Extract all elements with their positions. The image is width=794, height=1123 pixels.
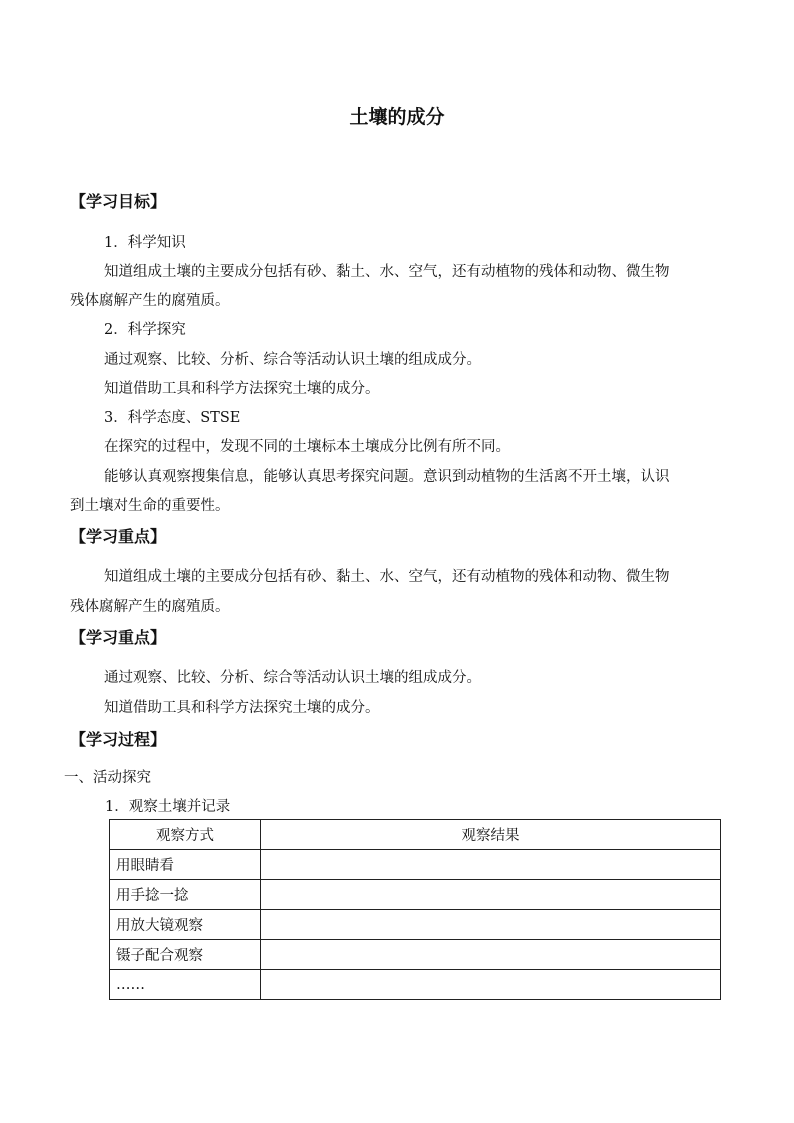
- result-cell[interactable]: [261, 970, 721, 1000]
- result-cell[interactable]: [261, 940, 721, 970]
- observation-table: [109, 819, 721, 1000]
- goal2-text-b: 知道借助工具和科学方法探究土壤的成分。: [104, 381, 380, 397]
- goals-heading: 【学习目标】: [70, 192, 167, 211]
- method-cell: 用放大镜观察: [110, 910, 261, 940]
- goal3-title: 3．科学态度、STSE: [104, 410, 241, 426]
- process-heading: 【学习过程】: [70, 730, 167, 749]
- goal1-text-cont: 残体腐解产生的腐殖质。: [70, 293, 230, 309]
- goal2-text-a: 通过观察、比较、分析、综合等活动认识土壤的组成成分。: [104, 352, 481, 368]
- key1-text-a: 知道组成土壤的主要成分包括有砂、黏土、水、空气，还有动植物的残体和动物、微生物: [104, 569, 670, 585]
- table-row: [110, 970, 721, 1000]
- table-row: [110, 850, 721, 880]
- header-result: 观察结果: [261, 820, 721, 850]
- header-method: 观察方式: [110, 820, 261, 850]
- result-cell[interactable]: [261, 910, 721, 940]
- key2-text-a: 通过观察、比较、分析、综合等活动认识土壤的组成成分。: [104, 670, 481, 686]
- activity-title: 一、活动探究: [64, 770, 151, 786]
- table-header-row: [110, 820, 721, 850]
- result-cell[interactable]: [261, 850, 721, 880]
- method-cell: ……: [110, 970, 261, 1000]
- table-row: [110, 910, 721, 940]
- difficult-points-heading: 【学习重点】: [70, 628, 167, 647]
- method-cell: 镊子配合观察: [110, 940, 261, 970]
- method-cell: 用眼睛看: [110, 850, 261, 880]
- goal3-text-a: 在探究的过程中，发现不同的土壤标本土壤成分比例有所不同。: [104, 439, 510, 455]
- page-title: 土壤的成分: [349, 106, 445, 128]
- goal1-text: 知道组成土壤的主要成分包括有砂、黏土、水、空气，还有动植物的残体和动物、微生物: [104, 264, 670, 280]
- table-row: [110, 880, 721, 910]
- method-cell: 用手捻一捻: [110, 880, 261, 910]
- table-row: [110, 940, 721, 970]
- key-points-heading: 【学习重点】: [70, 527, 167, 546]
- goal1-title: 1．科学知识: [104, 235, 186, 251]
- goal3-text-c: 到土壤对生命的重要性。: [70, 498, 230, 514]
- activity1-title: 1．观察土壤并记录: [105, 799, 231, 815]
- key1-text-b: 残体腐解产生的腐殖质。: [70, 599, 230, 615]
- goal3-text-b: 能够认真观察搜集信息，能够认真思考探究问题。意识到动植物的生活离不开土壤，认识: [104, 469, 670, 485]
- result-cell[interactable]: [261, 880, 721, 910]
- key2-text-b: 知道借助工具和科学方法探究土壤的成分。: [104, 700, 380, 716]
- goal2-title: 2．科学探究: [104, 322, 186, 338]
